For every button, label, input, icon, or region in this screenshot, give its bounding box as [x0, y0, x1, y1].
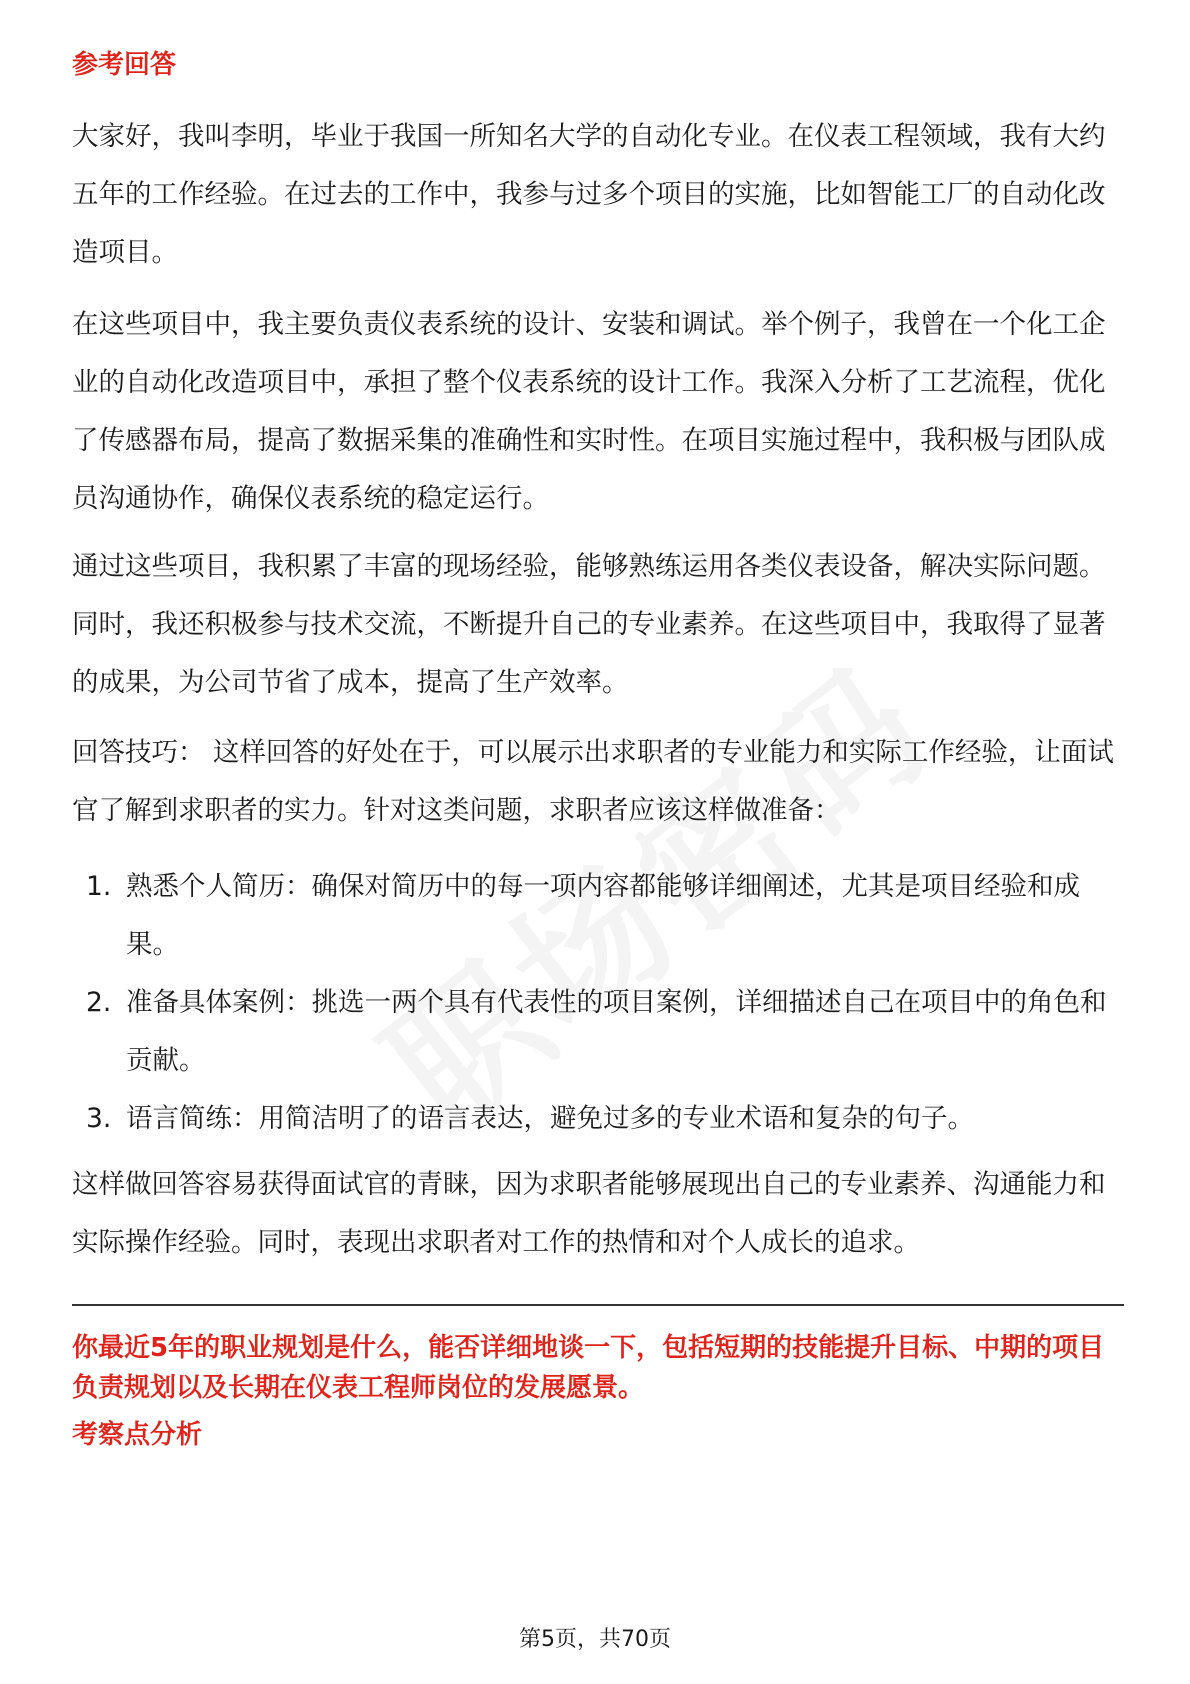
list-item-text: 熟悉个人简历：确保对简历中的每一项内容都能够详细阐述，尤其是项目经验和成果。 — [126, 871, 1080, 960]
list-number: 2. — [86, 987, 112, 1018]
paragraph-results: 通过这些项目，我积累了丰富的现场经验，能够熟练运用各类仪表设备，解决实际问题。同时，我还积极参与技术交流，不断提升自己的专业素养。在这些项目中，我取得了显著的成果，为公司节省了成本，提高了生产效率。 — [72, 551, 1106, 698]
list-item — [72, 974, 1122, 1090]
next-question: 你最近5年的职业规划是什么，能否详细地谈一下，包括短期的技能提升目标、中期的项目负责规划以及长期在仪表工程师岗位的发展愿景。 — [72, 1333, 1105, 1403]
list-number: 3. — [86, 1103, 112, 1134]
page-footer: 第5页，共70页 — [519, 1627, 671, 1652]
list-item-text: 准备具体案例：挑选一两个具有代表性的项目案例，详细描述自己在项目中的角色和贡献。 — [126, 987, 1107, 1076]
list-number: 1. — [86, 871, 112, 902]
paragraph-projects: 在这些项目中，我主要负责仪表系统的设计、安装和调试。举个例子，我曾在一个化工企业的自动化改造项目中，承担了整个仪表系统的设计工作。我深入分析了工艺流程，优化了传感器布局，提高了数据采集的准确性和实时性。在项目实施过程中，我积极与团队成员沟通协作，确保仪表系统的稳定运行。 — [72, 309, 1106, 514]
list-item — [72, 1090, 1122, 1148]
list-item-text: 语言简练：用简洁明了的语言表达，避免过多的专业术语和复杂的句子。 — [126, 1103, 974, 1134]
answer-heading: 参考回答 — [72, 50, 177, 80]
analysis-heading: 考察点分析 — [72, 1420, 203, 1450]
section-divider — [72, 1304, 1124, 1306]
paragraph-tips-intro: 回答技巧： 这样回答的好处在于，可以展示出求职者的专业能力和实际工作经验，让面试官了解到求职者的实力。针对这类问题，求职者应该这样做准备： — [72, 737, 1114, 826]
tips-list — [72, 858, 1122, 1148]
list-item — [72, 858, 1122, 974]
paragraph-closing: 这样做回答容易获得面试官的青睐，因为求职者能够展现出自己的专业素养、沟通能力和实际操作经验。同时，表现出求职者对工作的热情和对个人成长的追求。 — [72, 1169, 1106, 1258]
paragraph-intro: 大家好，我叫李明，毕业于我国一所知名大学的自动化专业。在仪表工程领域，我有大约五年的工作经验。在过去的工作中，我参与过多个项目的实施，比如智能工厂的自动化改造项目。 — [72, 121, 1106, 268]
